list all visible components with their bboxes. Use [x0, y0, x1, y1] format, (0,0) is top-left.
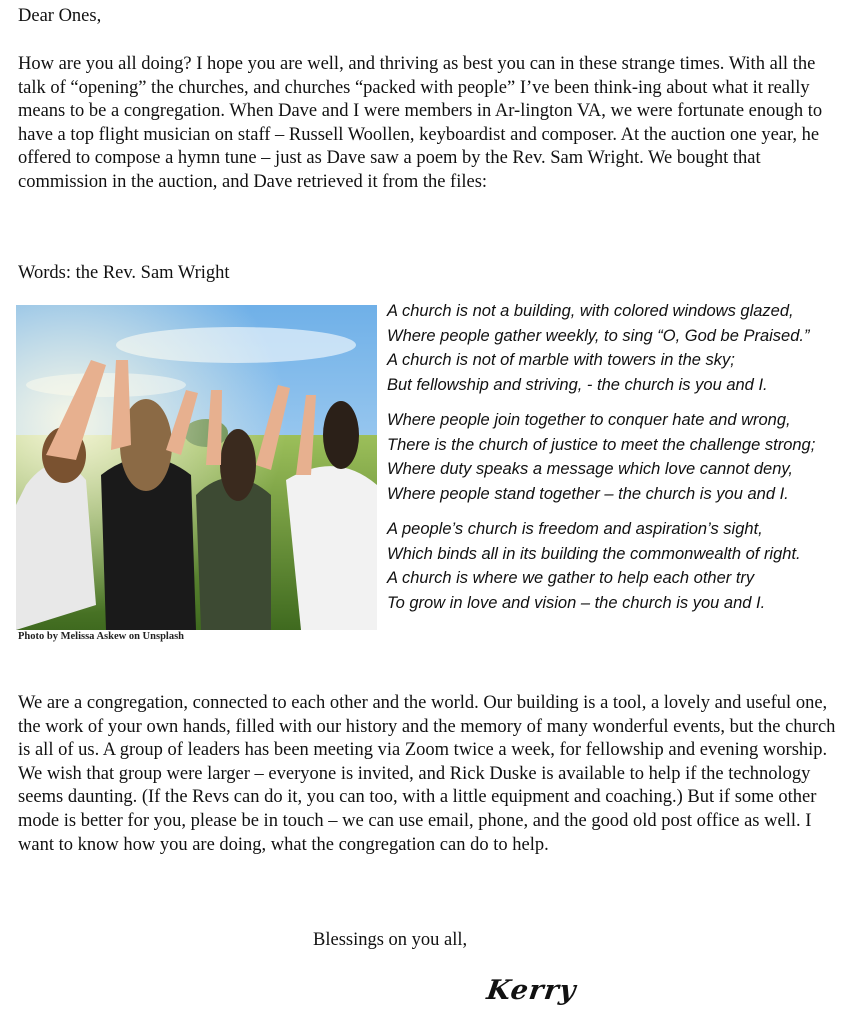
- poem: [387, 299, 847, 626]
- body-paragraph: We are a congregation, connected to each other and the world. Our building is a tool, a lovely and useful one, the work of your own hands, filled with our history and the memory of many wonderful events, but the church is all of us. A group of leaders has been meeting via Zoom twice a week, for fellowship and evening worship. We wish that group were larger – everyone is invited, and Rick Duske is available to help if the technology seems daunting. (If the Revs can do it, you can too, with a little equipment and coaching.) But if some other mode is better for you, please be in touch – we can use email, phone, and the good old post office as well. I want to know how you are doing, what the congregation can do to help.: [18, 693, 836, 855]
- poem-line: A church is where we gather to help each other try: [387, 569, 755, 587]
- poem-stanza: [387, 408, 847, 506]
- intro-paragraph: How are you all doing? I hope you are well, and thriving as best you can in these strange times. With all the talk of “opening” the churches, and churches “packed with people” I’ve been think-ing about what it really means to be a congregation. When Dave and I were members in Ar-lington VA, we were fortunate enough to have a top flight musician on staff – Russell Woollen, keyboardist and composer. At the auction one year, he offered to compose a hymn tune – just as Dave saw a poem by the Rev. Sam Wright. We bought that commission in the auction, and Dave retrieved it from the files:: [18, 54, 823, 192]
- poem-line: Where duty speaks a message which love cannot deny,: [387, 460, 793, 478]
- poem-line: Where people gather weekly, to sing “O, God be Praised.”: [387, 326, 810, 345]
- poem-line: But fellowship and striving, - the church is you and I.: [387, 375, 768, 394]
- closing: Blessings on you all,: [313, 930, 468, 950]
- words-credit: Words: the Rev. Sam Wright: [18, 263, 230, 283]
- signature: Kerry: [484, 975, 579, 1006]
- poem-line: A church is not a building, with colored windows glazed,: [387, 302, 794, 320]
- photo-credit: Photo by Melissa Askew on Unsplash: [18, 631, 184, 642]
- poem-stanza: [387, 517, 847, 615]
- poem-line: There is the church of justice to meet the challenge strong;: [387, 435, 816, 454]
- poem-line: Which binds all in its building the commonwealth of right.: [387, 544, 801, 563]
- friends-heart-hands-photo: [16, 305, 377, 630]
- poem-line: To grow in love and vision – the church is you and I.: [387, 593, 766, 612]
- poem-line: Where people join together to conquer hate and wrong,: [387, 411, 791, 429]
- poem-line: Where people stand together – the church is you and I.: [387, 484, 789, 503]
- poem-line: A church is not of marble with towers in the sky;: [387, 351, 735, 369]
- salutation: Dear Ones,: [18, 6, 102, 26]
- poem-line: A people’s church is freedom and aspiration’s sight,: [387, 520, 763, 538]
- poem-stanza: [387, 299, 847, 397]
